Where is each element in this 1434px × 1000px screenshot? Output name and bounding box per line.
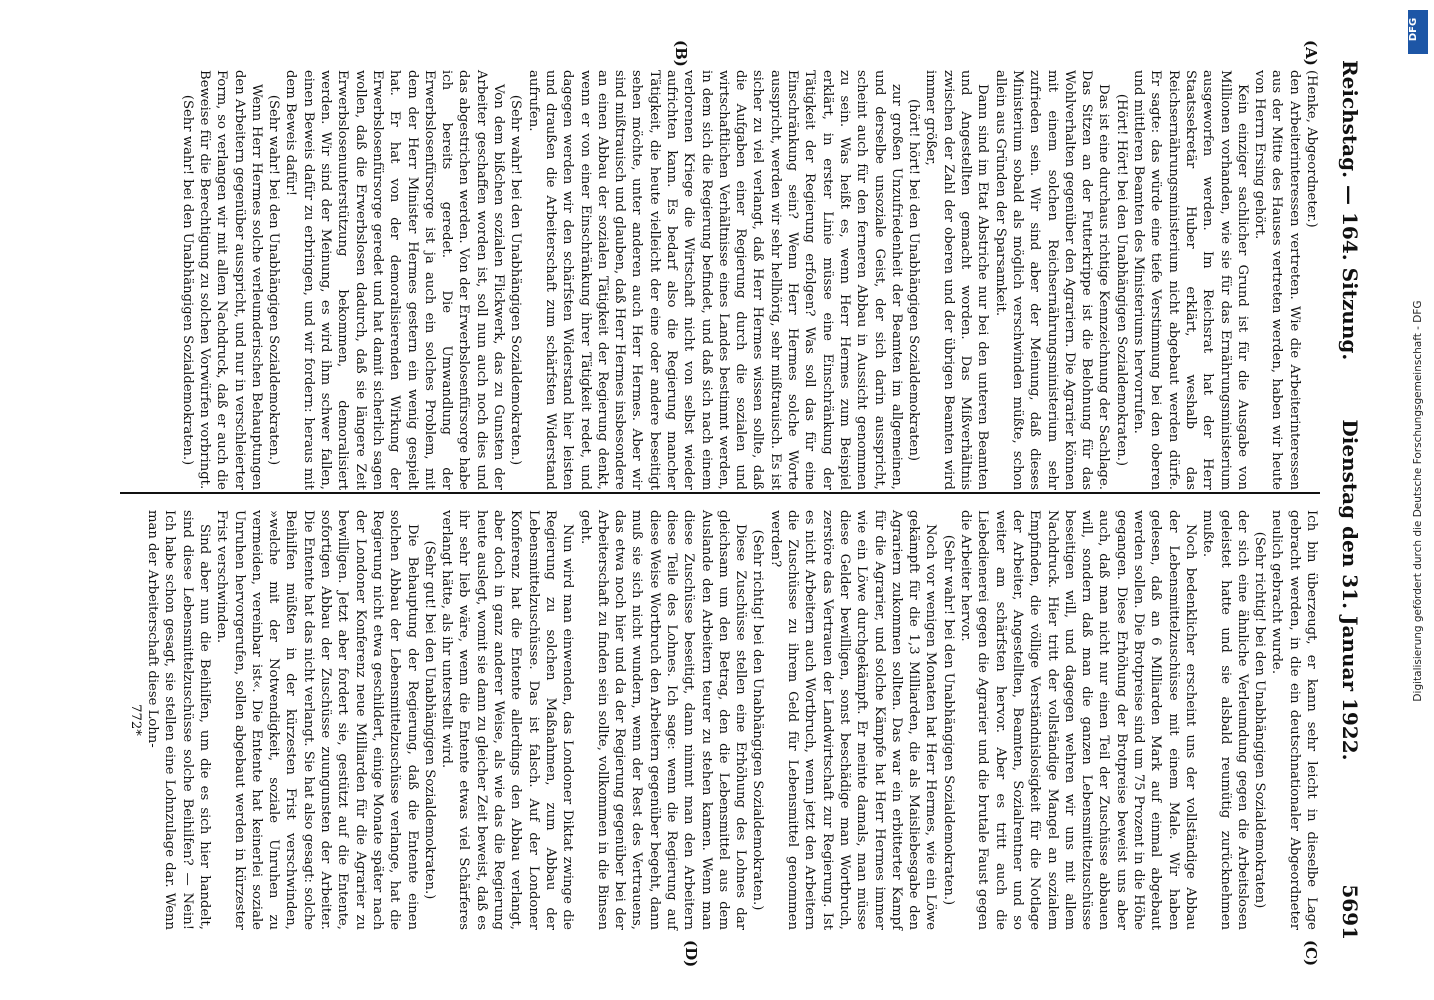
running-head	[1332, 60, 1362, 940]
interjection: (Sehr wahr! bei den Unabhängigen Sozialdemokraten.)	[508, 94, 524, 466]
running-head-date: Dienstag den 31. Januar 1922.	[1338, 419, 1362, 761]
margin-marker-a: (A)	[1302, 40, 1320, 66]
interjection: (Sehr richtig! bei den Unabhängigen Sozialdemokraten.)	[750, 529, 766, 911]
interjection: 772*	[127, 704, 143, 736]
paragraph: der sich eine ähnliche Verleumdung gegen die Arbeitslosen geleistet hatte und sie alsbald reumütig zurücknehmen mußte.	[1200, 510, 1250, 930]
paragraph: Sind aber nun die Beihilfen, um die es sich hier handelt, sind diese Lebensmittelzuschüsse solche Beihilfen? — Nein! Ich habe schon gesagt, sie stellen eine Lohnzulage dar. Wenn man der Arbeiterschaft diese Lohn-	[145, 510, 212, 930]
interjection: (Sehr richtig! bei den Unabhängigen Sozialdemokraten)	[1252, 531, 1268, 909]
paragraph: Noch bedenklicher erscheint uns der vollständige Abbau der Lebensmittelzuschüsse mit einem Male. Wir haben gelesen, daß an 6 Milliarden Mark auf einmal abgebaut werden sollen. Die Brotpreise sind um 75 Prozent in die Höhe gegangen. Diese Erhöhung der Brotpreise beweist uns aber auch, daß man nicht nur einen Teil der Zuschüsse abbauen will, sondern daß man die ganzen Lebensmittelzuschüsse beseitigen will, und dagegen wehren wir uns mit allem Nachdruck. Hier tritt der vollständige Mangel an sozialem Empfinden, die völlige Verständnislosigkeit für die Notlage der Arbeiter, Angestellten, Beamten, Sozialrentner und so weiter am schärfsten hervor. Aber es tritt auch die Liebedienerei gegen die Agrarier und die brutale Faust gegen die Arbeiter hervor.	[958, 510, 1198, 930]
interjection: (Hört! Hört! bei den Unabhängigen Sozialdemokraten.)	[1113, 93, 1129, 467]
right-column	[127, 510, 1320, 930]
interjection: (Sehr wahr! bei den Unabhängigen Sozialdemokraten.)	[940, 534, 956, 906]
paragraph: zur großen Unzufriedenheit der Beamten im allgemeinen, und derselbe unsoziale Geist, der sich darin ausspricht, scheint auch für den ferneren Abbau in Aussicht genommen zu sein. Was heißt es, wenn Herr Hermes zum Beispiel erklärt, in erster Linie müsse eine Einschränkung der Tätigkeit der Regierung erfolgen? Was soll das für eine Einschränkung sein? Wenn Herr Hermes solche Worte ausspricht, werden wir sehr hellhörig, sehr mißtrauisch. Es ist sicher zu viel verlangt, daß Herr Hermes wissen sollte, daß die Aufgaben einer Regierung durch die sozialen und wirtschaftlichen Verhältnisse eines Landes bestimmt werden, in dem sich die Regierung befindet, und daß sich nach einem verlorenen Kriege die Wirtschaft nicht von selbst wieder aufrichten kann. Es bedarf also die Regierung mancher Tätigkeit, die heute vielleicht der eine oder andere beseitigt sehen möchte, unter anderen auch Herr Hermes. Aber wir sind mißtrauisch und glauben, daß Herr Hermes insbesondere an einen Abbau der sozialen Tätigkeit der Regierung denkt, wenn er von einer Einschränkung ihrer Tätigkeit redet, und dagegen werden wir den schärfsten Widerstand hier leisten und draußen die Arbeiterschaft zum schärfsten Widerstand aufrufen.	[525, 70, 904, 490]
paragraph: Von dem bißchen sozialen Flickwerk, das zu Gunsten der Arbeiter geschaffen worden ist, soll nun auch noch dies und das abgestrichen werden. Von der Erwerbslosenfürsorge habe ich bereits geredet. Die Umwandlung der Erwerbslosenfürsorge ist ja auch ein solches Problem, mit dem der Herr Minister Hermes gestern ein wenig gespielt hat. Er hat von der demoralisierenden Wirkung der Erwerbslosenfürsorge geredet und hat damit sicherlich sagen wollen, daß die Erwerbslosen dadurch, daß sie längere Zeit Erwerbslosenunterstützung bekommen, demoralisiert werden. Wir sind der Meinung, es wird ihm schwer fallen, einen Beweis dafür zu erbringen, und wir fordern: heraus mit dem Beweis dafür!	[283, 70, 507, 490]
paragraph: Ich bin überzeugt, er kann sehr leicht in dieselbe Lage gebracht werden, in die ein deutschnationaler Abgeordneter neulich gebracht wurde.	[1269, 510, 1319, 930]
digitization-sidebar	[1408, 10, 1430, 990]
dfg-logo-icon: DFG	[1408, 10, 1428, 54]
running-head-session: Reichstag. — 164. Sitzung.	[1338, 60, 1362, 361]
digitization-note: Digitalisierung gefördert durch die Deutsche Forschungsgemeinschaft - DFG	[1412, 300, 1424, 702]
interjection: (Sehr wahr! bei den Unabhängigen Sozialdemokraten.)	[266, 94, 282, 466]
margin-marker-c: (C)	[1302, 940, 1320, 967]
margin-marker-d: (D)	[682, 940, 700, 968]
page-number: 5691	[1338, 884, 1362, 940]
interjection: (Sehr wahr! bei den Unabhängigen Sozialdemokraten.)	[179, 94, 195, 466]
paragraph: Wenn Herr Hermes solche verleumderischen Behauptungen den Arbeitern gegenüber ausspricht, und nur in verschleierter Form, so verlangen wir mit allem Nachdruck, daß er auch die Beweise für die Berechtigung zu solchen Vorwürfen vorbringt.	[197, 70, 264, 490]
paragraph: Diese Zuschüsse stellen eine Erhöhung des Lohnes dar gleichsam um den Betrag, den die Lebensmittel aus dem Auslande den Arbeitern teurer zu stehen kamen. Wenn man diese Zuschüsse beseitigt, dann nimmt man den Arbeitern diese Teile des Lohnes. Ich sage: wenn die Regierung auf diese Weise Wortbruch den Arbeitern gegenüber begeht, dann muß sie sich nicht wundern, wenn der Rest des Vertrauens, das etwa noch hier und da der Regierung gegenüber bei der Arbeiterschaft zu finden sein sollte, vollkommen in die Binsen geht.	[577, 510, 749, 930]
paragraph: Kein einziger sachlicher Grund ist für die Ausgabe von Millionen vorhanden, wie sie für das Ernährungsministerium ausgeworfen werden. Im Reichsrat hat der Herr Staatssekretär Huber erklärt, weshalb das Reichsernährungsministerium nicht abgebaut werden dürfe. Er sagte: das würde eine tiefe Verstimmung bei den oberen und mittleren Beamten des Ministeriums hervorrufen.	[1131, 70, 1250, 490]
paragraph: Noch vor wenigen Monaten hat Herr Hermes, wie ein Löwe gekämpft für die 1,3 Milliarden, die als Maisliebesgabe den Agrariern zukommen sollten. Das war ein erbitterter Kampf für die Agrarier, und solche Kämpfe hat Herr Hermes immer wie ein Löwe durchgekämpft. Er meinte damals, man müsse diese Gelder bewilligen, sonst beschädige man Wortbruch, zerstöre das Vertrauen der Landwirtschaft zur Regierung. Ist es nicht Arbeitern auch Wortbruch, wenn jetzt den Arbeitern die Zuschüsse zu ihrem Geld für Lebensmittel genommen werden?	[767, 510, 939, 930]
interjection: (hört! hört! bei den Unabhängigen Sozialdemokraten)	[906, 99, 922, 461]
column-divider	[120, 492, 1320, 494]
paragraph: Dann sind im Etat Abstriche nur bei den unteren Beamten und Angestellten gemacht worden. Das Mißverhältnis zwischen der Zahl der oberen und der übrigen Beamten wird immer größer,	[923, 70, 991, 490]
paragraph: Das ist eine durchaus richtige Kennzeichnung der Sachlage. Das Sitzen an der Futterkrippe ist die Belohnung für das Wohlverhalten gegenüber den Agrariern. Die Agrarier können mit einem solchen Reichsernährungsministerium sehr zufrieden sein. Wir sind aber der Meinung, daß dieses Ministerium sobald als möglich verschwinden müßte, schon allein aus Gründen der Sparsamkeit.	[992, 70, 1112, 490]
paragraph: (Henke, Abgeordneter.)	[1304, 70, 1319, 228]
interjection: (Sehr gut! bei den Unabhängigen Sozialdemokraten.)	[421, 540, 437, 900]
paragraph: Die Behauptung der Regierung, daß die Entente einen solchen Abbau der Lebensmittelzuschüsse verlange, hat die Regierung nicht etwa geschildert, einige Monate später nach der Londoner Konferenz neue Milliarden für die Agrarier zu bewilligen. Jetzt aber fordert sie, gestützt auf die Entente, sofortigen Abbau der Zuschüsse zuungunsten der Arbeiter. Die Entente hat das nicht verlangt. Sie hat also gesagt: solche Beihilfen müßten in der kürzesten Frist verschwinden, »welche mit der Notwendigkeit, soziale Unruhen zu vermeiden, vereinbar ist«. Die Entente hat keinerlei soziale Unruhen hervorgerufen, sollen abgebaut werden in kürzester Frist verschwinden.	[214, 510, 420, 930]
margin-marker-b: (B)	[672, 40, 690, 67]
left-column	[178, 70, 1320, 490]
paragraph: Nun wird man einwenden, das Londoner Diktat zwinge die Regierung zu solchen Maßnahmen, zum Abbau der Lebensmittelzuschüsse. Das ist falsch. Auf der Londoner Konferenz hat die Entente allerdings den Abbau verlangt, aber doch in ganz anderer Weise, als wie das die Regierung heute auslegt, womit sie dann zu gleicher Zeit beweist, daß es ihr sehr lieb wäre, wenn die Entente etwas viel Schärferes verlangt hätte, als ihr unterstellt wird.	[439, 510, 576, 930]
paragraph: den Arbeiterinteressen vertreten. Wie die Arbeiterinteressen aus der Mitte des Hauses vertreten werden, haben wir heute von Herrn Ersing gehört.	[1252, 70, 1302, 490]
